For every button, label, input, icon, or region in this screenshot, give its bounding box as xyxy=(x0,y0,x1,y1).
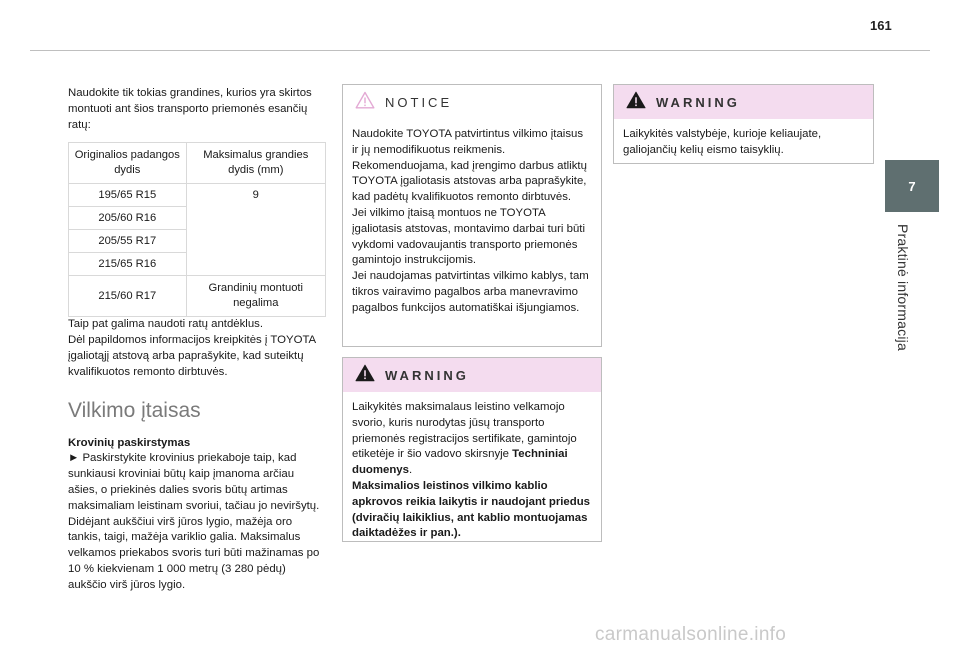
chapter-title-container xyxy=(856,224,960,364)
table-header-tire-size: Originalios padangos dydis xyxy=(69,143,187,184)
left-column xyxy=(68,86,326,594)
warning-triangle-filled-icon xyxy=(355,364,375,387)
warning-text-link: Techniniai duomenys xyxy=(352,448,568,477)
section-title: Vilkimo įtaisas xyxy=(68,398,201,422)
tire-size-cell: 205/60 R16 xyxy=(69,207,187,230)
table-header-max-chain: Maksimalus grandies dydis (mm) xyxy=(186,143,325,184)
tire-size-cell: 205/55 R17 xyxy=(69,230,187,253)
tire-chain-table xyxy=(68,142,326,317)
warning-text-end: . xyxy=(408,464,413,477)
notice-line: Jei vilkimo įtaisą montuos ne TOYOTA įgaliotasis atstovas, montavimo darbai turi būti vykdomi vadovaujantis transporto priemonės gamintojo instrukcijomis. xyxy=(352,206,585,267)
tire-size-cell: 195/65 R15 xyxy=(69,184,187,207)
notice-body xyxy=(343,119,601,327)
notice-title: NOTICE xyxy=(385,94,453,110)
tire-size-cell: 215/60 R17 xyxy=(69,276,187,317)
max-chain-cell: Grandinių montuoti negalima xyxy=(186,276,325,317)
chapter-title: Praktinė informacija xyxy=(895,224,911,351)
watermark: carmanualsonline.info xyxy=(595,624,787,645)
intro-text: Naudokite tik tokias grandines, kurios yra skirtos montuoti ant šios transporto priemonės esančių ratų: xyxy=(68,87,312,131)
notice-line: Rekomenduojama, kad įrengimo darbus atliktų TOYOTA įgaliotasis atstovas arba paprašykite, kad padėtų kvalifikuotos remonto dirbtuvės. xyxy=(352,159,587,204)
table-row xyxy=(69,184,326,207)
hubcap-text: Taip pat galima naudoti ratų antdėklus. xyxy=(68,318,264,331)
warning-triangle-outline-icon xyxy=(355,91,375,114)
warning-body xyxy=(614,119,873,169)
warning-text xyxy=(352,400,592,479)
dealer-info-text: Dėl papildomos informacijos kreipkitės į TOYOTA įgaliotąjį atstovą arba paprašykite, kad suteiktų kvalifikuotos remonto dirbtuvės. xyxy=(68,334,316,378)
warning-body xyxy=(343,392,601,552)
table-row xyxy=(69,276,326,317)
notice-box xyxy=(342,84,602,347)
notice-line: Naudokite TOYOTA patvirtintus vilkimo įtaisus ir jų nemodifikuotus reikmenis. xyxy=(352,128,584,156)
warning-text: Laikykitės valstybėje, kurioje keliaujate, galiojančių kelių eismo taisyklių. xyxy=(623,128,822,156)
warning-box-traffic-rules xyxy=(613,84,874,164)
warning-title: WARNING xyxy=(656,94,740,110)
max-chain-cell: 9 xyxy=(186,184,325,276)
top-divider xyxy=(30,50,930,51)
warning-title: WARNING xyxy=(385,367,469,383)
warning-bold-paragraph: Maksimalios leistinos vilkimo kablio apkrovos reikia laikytis ir naudojant priedus (dviračių laikiklius, ant kablio montuojamas daiktadėžes ir pan.). xyxy=(352,479,591,540)
warning-header xyxy=(343,358,601,392)
table-header-row xyxy=(69,143,326,184)
tire-size-cell: 215/65 R16 xyxy=(69,253,187,276)
load-distribution-bullet: ► Paskirstykite krovinius priekaboje taip, kad sunkiausi kroviniai būtų kaip įmanoma arčiau ašies, o priekinės dalies svoris būtų artimas maksimaliam leistinam svoriui, tačiau jo neviršytų. xyxy=(68,452,320,512)
warning-header xyxy=(614,85,873,119)
notice-header xyxy=(343,85,601,119)
warning-box-towing xyxy=(342,357,602,542)
chapter-tab[interactable] xyxy=(885,160,939,212)
warning-text-start: Laikykitės maksimalaus leistino velkamojo svorio, kuris nurodytas jūsų transporto priemonės registracijos sertifikate, gamintojo etiketėje ir šio vadovo skirsnyje xyxy=(352,401,577,461)
warning-triangle-filled-icon xyxy=(626,91,646,114)
notice-line: Jei naudojamas patvirtintas vilkimo kablys, tam tikros vairavimo pagalbos arba manevravimo pagalbos funkcijos automatiškai išjungiamos. xyxy=(352,270,589,314)
chapter-number: 7 xyxy=(908,178,916,194)
page-number: 161 xyxy=(870,18,892,33)
altitude-paragraph: Didėjant aukščiui virš jūros lygio, mažėja oro tankis, taigi, mažėja variklio galia. Maksimalus velkamos priekabos svoris turi būti mažinamas po 10 % kiekvienam 1 000 metrų (3 280 pėdų) aukščio virš jūros lygio. xyxy=(68,515,320,591)
subheading-load-distribution: Krovinių paskirstymas xyxy=(68,436,191,449)
